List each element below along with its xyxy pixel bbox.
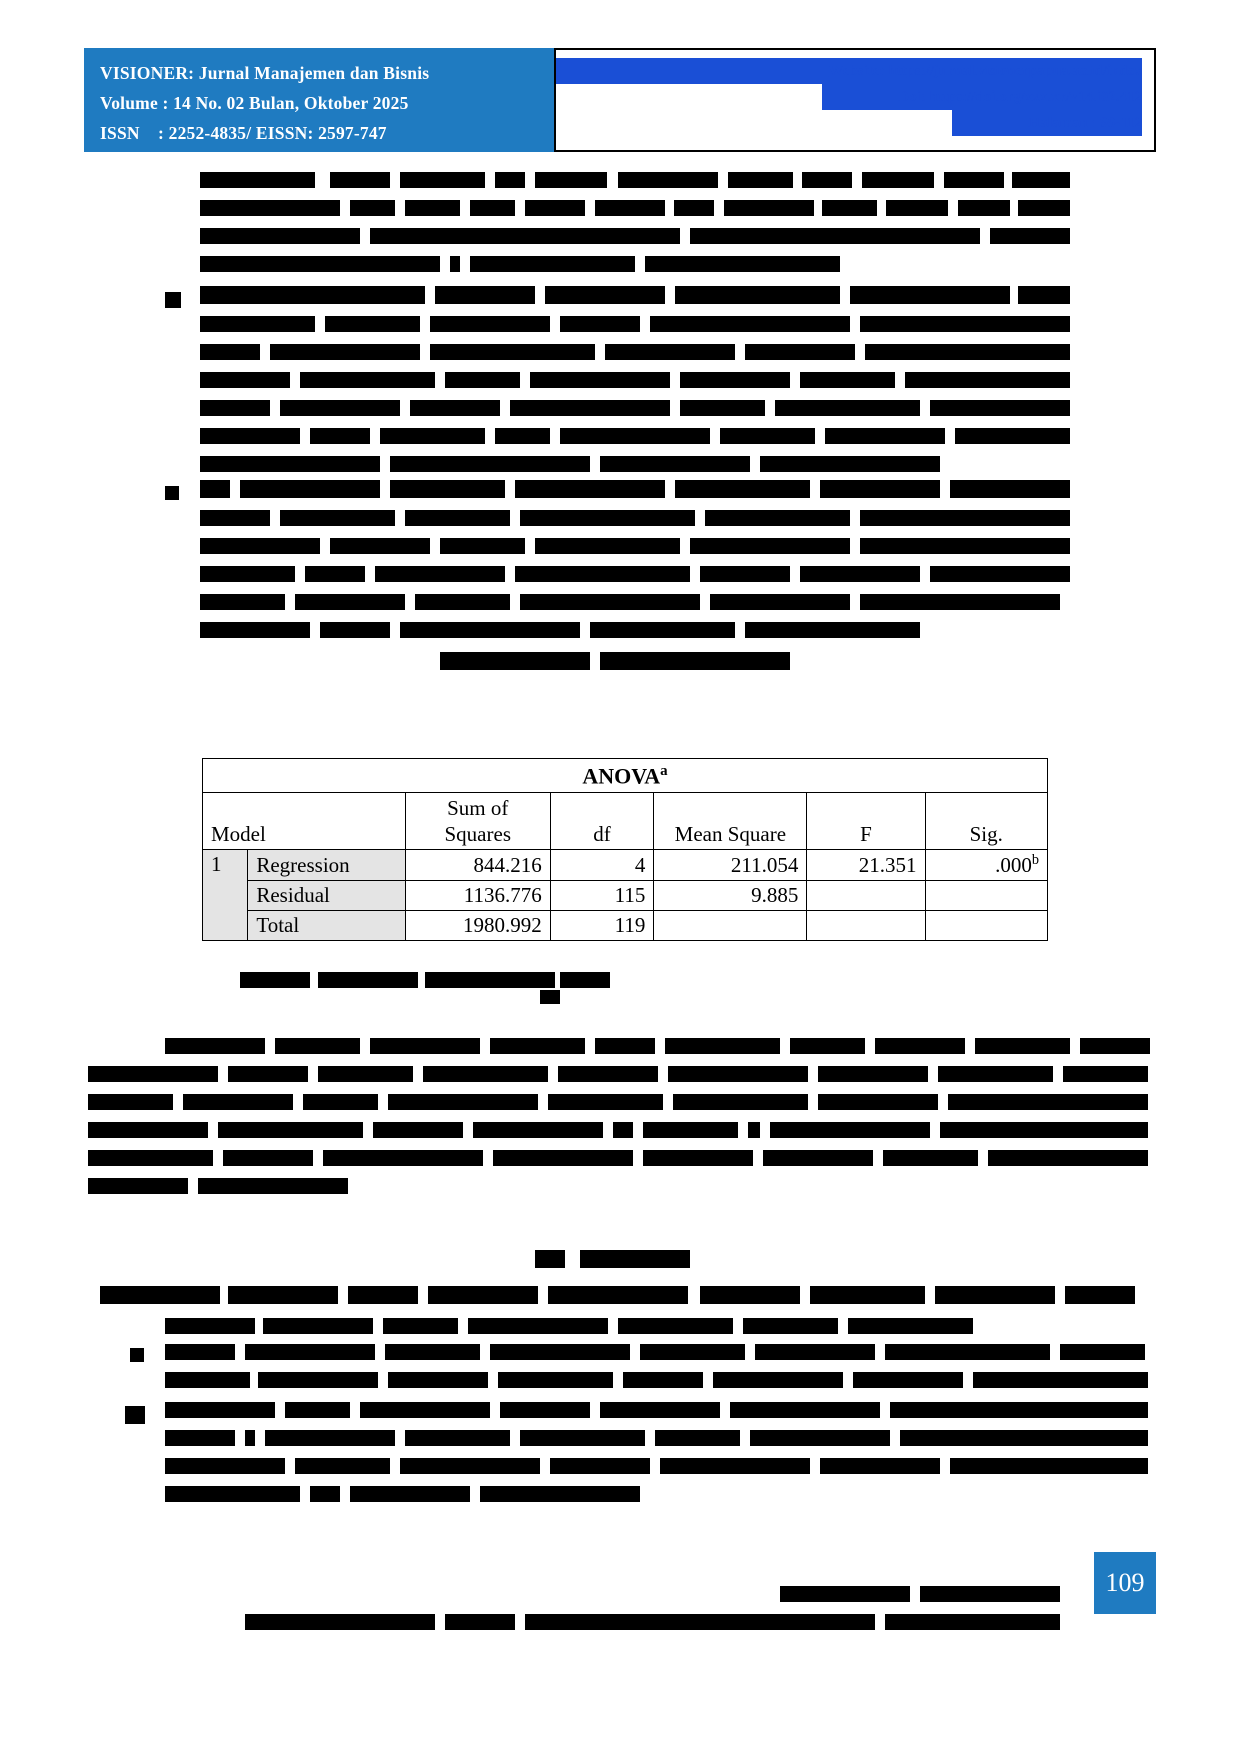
residual-sum-of-squares: 1136.776 bbox=[405, 881, 550, 911]
header-sum-of-squares-line1: Sum of bbox=[447, 796, 509, 821]
header-df: df bbox=[550, 793, 654, 850]
regression-df: 4 bbox=[550, 850, 654, 881]
table-header-row bbox=[203, 793, 1048, 850]
table-title-cell bbox=[203, 759, 1048, 793]
header-sum-of-squares-line2: Squares bbox=[444, 822, 511, 847]
total-df: 119 bbox=[550, 911, 654, 941]
table-title-superscript: a bbox=[660, 763, 668, 779]
anova-table bbox=[202, 758, 1048, 941]
journal-issn: ISSN : 2252-4835/ EISSN: 2597-747 bbox=[100, 123, 387, 143]
row-label-total: Total bbox=[248, 911, 405, 941]
regression-sig bbox=[925, 850, 1047, 881]
header-sig: Sig. bbox=[925, 793, 1047, 850]
journal-title: VISIONER: Jurnal Manajemen dan Bisnis bbox=[100, 63, 430, 83]
header-mean-square: Mean Square bbox=[654, 793, 807, 850]
regression-sum-of-squares: 844.216 bbox=[405, 850, 550, 881]
page-header bbox=[84, 48, 1156, 152]
page-number-badge bbox=[1094, 1552, 1156, 1614]
residual-df: 115 bbox=[550, 881, 654, 911]
table-title-row bbox=[203, 759, 1048, 793]
header-model: Model bbox=[203, 793, 406, 850]
website-link[interactable]: Website: https://jurnal.visionerpapua.ac.id/index bbox=[556, 58, 1142, 84]
model-number-cell: 1 bbox=[203, 850, 248, 941]
regression-sig-superscript: b bbox=[1031, 852, 1039, 869]
total-sum-of-squares: 1980.992 bbox=[405, 911, 550, 941]
page-range-text: Halaman : 99-112 bbox=[952, 110, 1142, 136]
table-row bbox=[203, 881, 1048, 911]
header-sum-of-squares bbox=[405, 793, 550, 850]
row-label-regression: Regression bbox=[248, 850, 405, 881]
journal-volume: Volume : 14 No. 02 Bulan, Oktober 2025 bbox=[100, 93, 409, 113]
total-f bbox=[807, 911, 925, 941]
regression-sig-value: .000 bbox=[995, 853, 1032, 878]
doi-link[interactable]: Doi: https://doi.org/xxx.xx/v14.i02.412 bbox=[822, 84, 1142, 110]
table-row bbox=[203, 911, 1048, 941]
residual-sig bbox=[925, 881, 1047, 911]
table-row bbox=[203, 850, 1048, 881]
residual-mean-square: 9.885 bbox=[654, 881, 807, 911]
page-number-text: 109 bbox=[1105, 1568, 1145, 1597]
total-mean-square bbox=[654, 911, 807, 941]
table-title-text: ANOVA bbox=[582, 763, 661, 789]
journal-links-block bbox=[554, 48, 1156, 152]
residual-f bbox=[807, 881, 925, 911]
header-f: F bbox=[807, 793, 925, 850]
row-label-residual: Residual bbox=[248, 881, 405, 911]
journal-identity-block bbox=[84, 48, 554, 152]
total-sig bbox=[925, 911, 1047, 941]
regression-f: 21.351 bbox=[807, 850, 925, 881]
regression-mean-square: 211.054 bbox=[654, 850, 807, 881]
